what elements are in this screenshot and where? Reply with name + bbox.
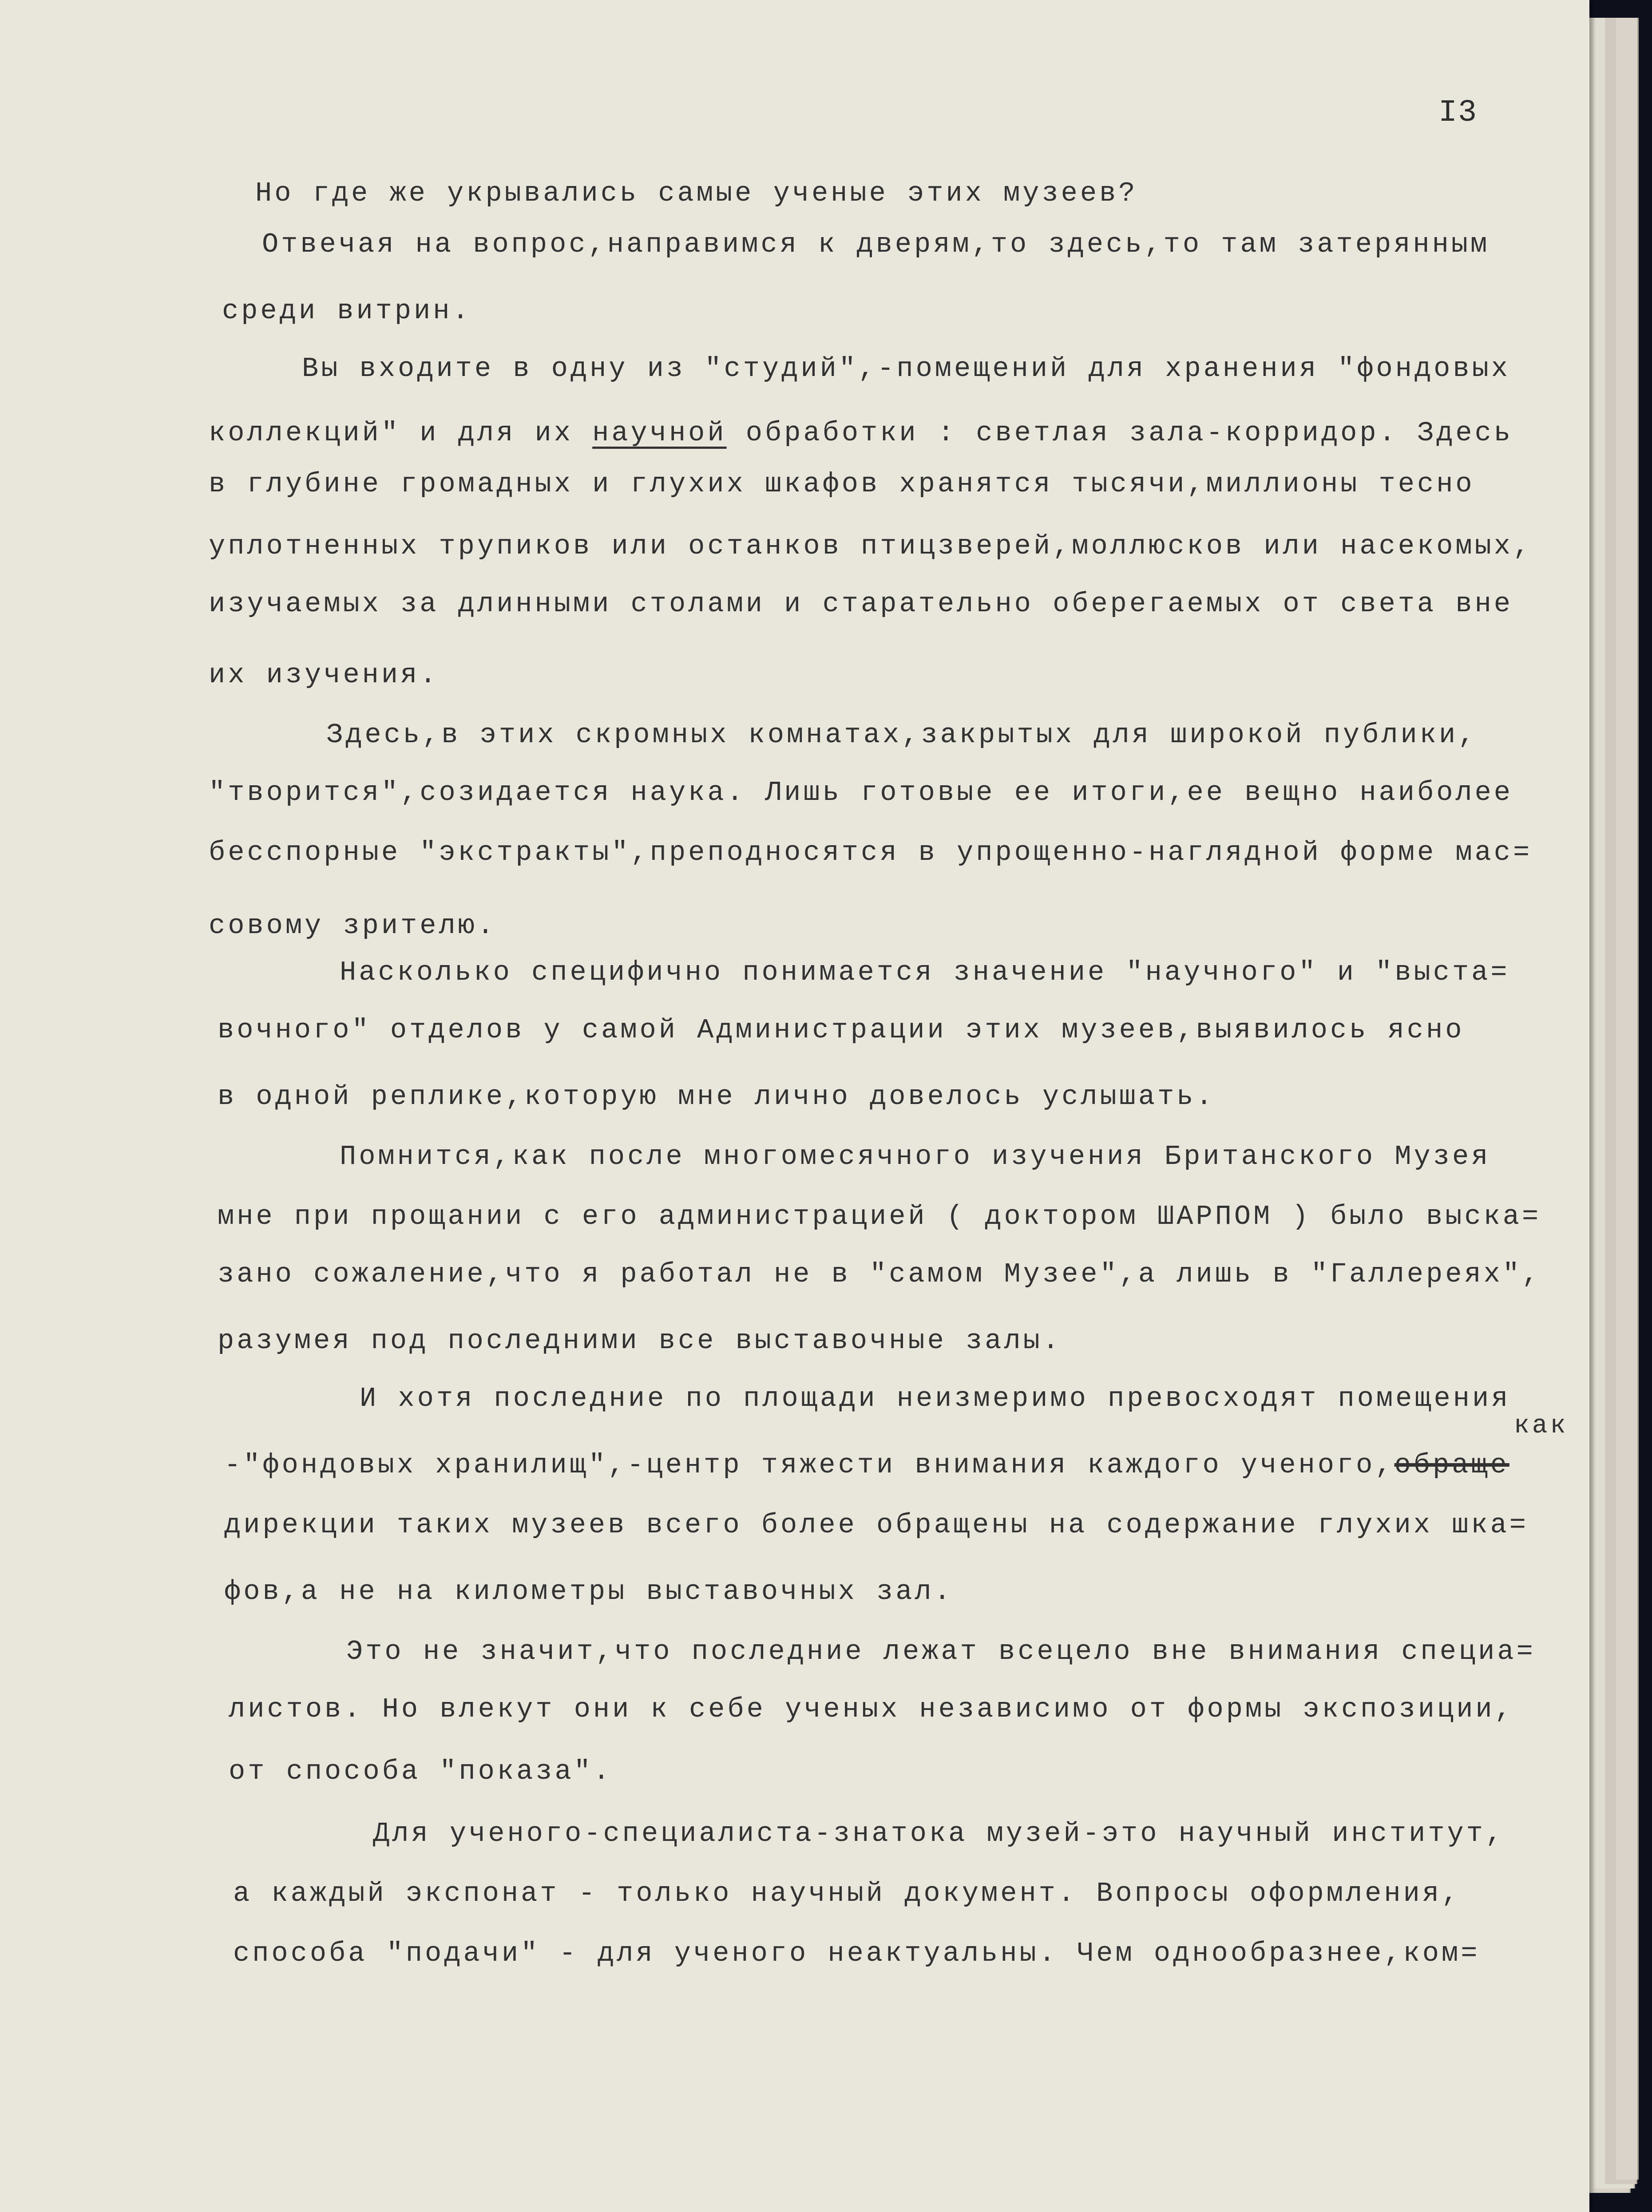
text-line: Здесь,в этих скромных комнатах,закрытых для широкой публики, xyxy=(326,719,1478,751)
text-line xyxy=(209,419,1513,447)
page-number: I3 xyxy=(1438,95,1478,131)
text-line: И хотя последние по площади неизмеримо превосходят помещения xyxy=(360,1383,1511,1414)
text-line: Вы входите в одну из "студий",-помещений для хранения "фондовых xyxy=(302,353,1510,384)
text-line: листов. Но влекут они к себе ученых независимо от формы экспозиции, xyxy=(229,1694,1514,1725)
text-line: от способа "показа". xyxy=(229,1756,613,1787)
text-line: Для ученого-специалиста-знатока музей-это научный институт, xyxy=(373,1818,1505,1849)
text-segment: обработки : светлая зала-корридор. Здесь xyxy=(726,417,1513,449)
text-line: вочного" отделов у самой Администрации этих музеев,выявилось ясно xyxy=(218,1014,1465,1046)
text-line: в одной реплике,которую мне лично довелось услышать. xyxy=(218,1081,1215,1112)
text-line: уплотненных трупиков или останков птицзверей,моллюсков или насекомых, xyxy=(209,530,1533,562)
text-line: среди витрин. xyxy=(222,295,471,327)
handwritten-insertion: как xyxy=(1514,1412,1569,1440)
stacked-page-edge xyxy=(1616,18,1639,2180)
text-line: Помнится,как после многомесячного изучения Британского Музея xyxy=(340,1141,1491,1172)
text-line: Отвечая на вопрос,направимся к дверям,то здесь,то там затерянным xyxy=(262,229,1490,260)
text-line: "творится",созидается наука. Лишь готовые ее итоги,ее вещно наиболее xyxy=(209,777,1513,808)
text-line: Насколько специфично понимается значение "научного" и "выста= xyxy=(340,957,1510,988)
text-segment: -"фондовых хранилищ",-центр тяжести внимания каждого ученого, xyxy=(224,1449,1394,1481)
text-line: зано сожаление,что я работал не в "самом Музее",а лишь в "Галлереях", xyxy=(218,1258,1541,1290)
text-line: совому зрителю. xyxy=(209,910,497,942)
text-line: изучаемых за длинными столами и старательно оберегаемых от света вне xyxy=(209,588,1513,620)
text-line: их изучения. xyxy=(209,659,439,691)
text-line: способа "подачи" - для ученого неактуальны. Чем однообразнее,ком= xyxy=(233,1938,1480,1969)
text-segment: коллекций" и для их xyxy=(209,417,593,449)
text-line: бесспорные "экстракты",преподносятся в упрощенно-наглядной форме мас= xyxy=(209,837,1533,868)
text-line: фов,а не на километры выставочных зал. xyxy=(224,1576,953,1607)
text-line: а каждый экспонат - только научный документ. Вопросы оформления, xyxy=(233,1878,1461,1909)
text-line: мне при прощании с его администрацией ( доктором ШАРПОМ ) было выска= xyxy=(218,1201,1541,1232)
text-line: разумея под последними все выставочные залы. xyxy=(218,1325,1062,1357)
struck-out-word: обраще xyxy=(1394,1449,1509,1481)
underlined-word: научной xyxy=(592,417,727,449)
text-line: дирекции таких музеев всего более обращены на содержание глухих шка= xyxy=(224,1509,1529,1541)
text-line xyxy=(224,1449,1509,1481)
text-line: Но где же укрывались самые ученые этих музеев? xyxy=(255,178,1138,209)
text-line: в глубине громадных и глухих шкафов хранятся тысячи,миллионы тесно xyxy=(209,468,1475,500)
text-line: Это не значит,что последние лежат всецело вне внимания специа= xyxy=(346,1636,1536,1667)
